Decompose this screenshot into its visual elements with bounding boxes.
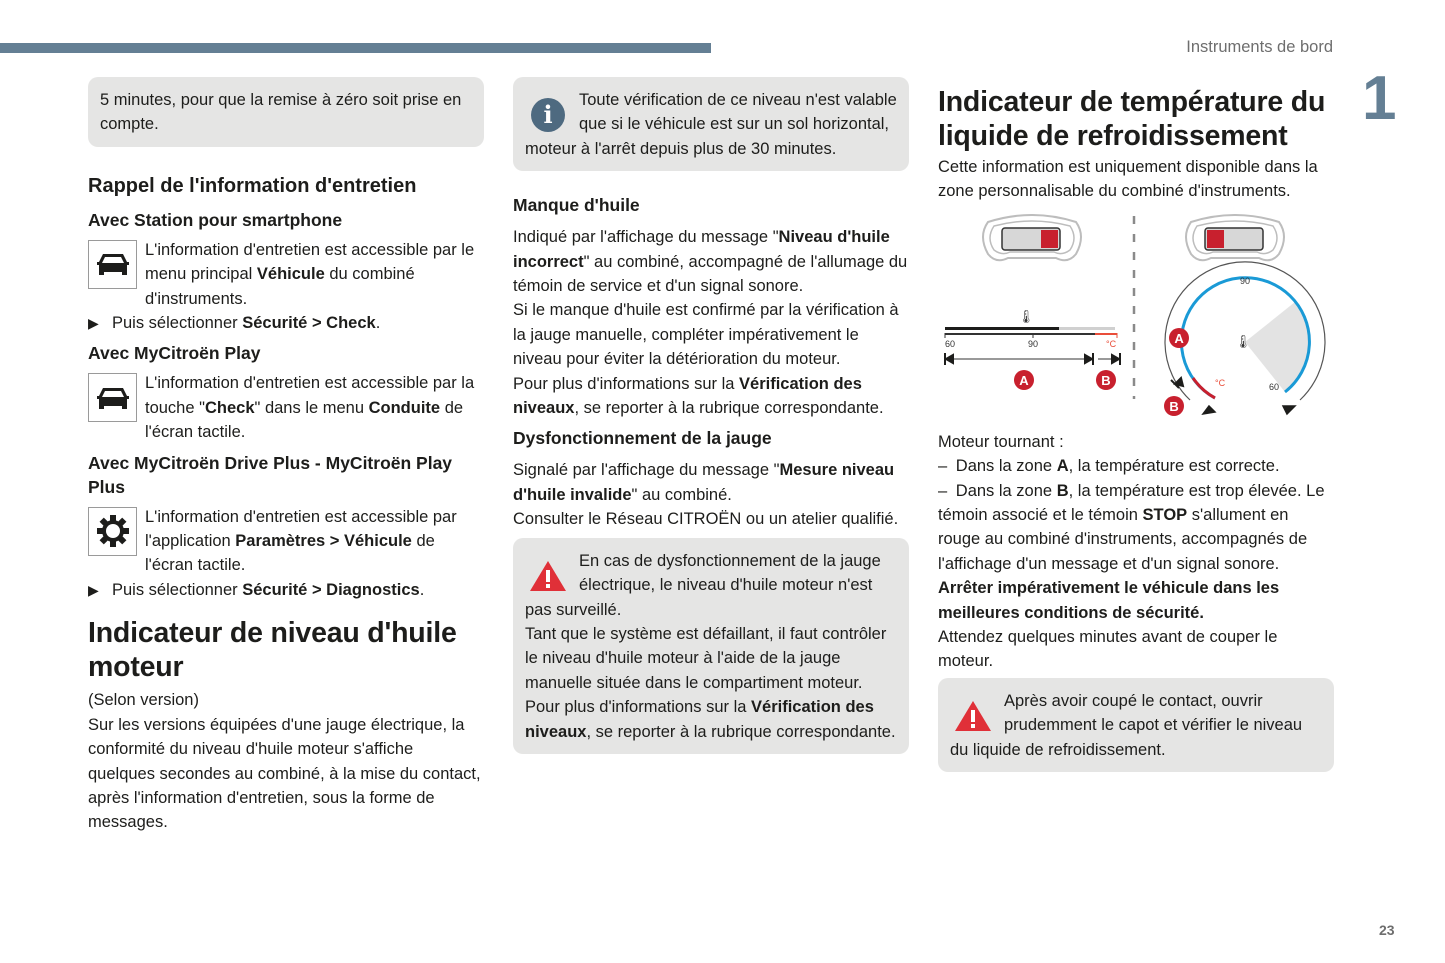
warning-box-coolant: Après avoir coupé le contact, ouvrir prudemment le capot et vérifier le niveau du liquide de refroidissement. (938, 678, 1334, 772)
tick-60: 60 (945, 338, 956, 349)
column-1 (88, 77, 484, 835)
coolant-intro: Cette information est uniquement disponible dans la zone personnalisable du combiné d'instruments. (938, 158, 1318, 201)
arrow-bullet-icon: ▶ (88, 581, 99, 598)
note-text: 5 minutes, pour que la remise à zéro soit prise en compte. (100, 91, 462, 134)
zone-b-item: – Dans la zone B, la température est trop élevée. Le témoin associé et le témoin STOP s'allument en rouge au combiné d'instruments, accompagnés de l'affichage d'un message et d'un signal sonore. (938, 481, 1325, 573)
page-number: 23 (1379, 922, 1395, 938)
tick-90: 90 (1028, 338, 1039, 349)
car-icon (88, 373, 137, 422)
section-title-oil-level: Indicateur de niveau d'huile moteur (88, 617, 457, 684)
subsection-drive-plus: Avec MyCitroën Drive Plus - MyCitroën Play Plus (88, 452, 453, 497)
section-title-coolant: Indicateur de température du liquide de refroidissement (938, 86, 1326, 152)
tick-celsius: °C (1215, 377, 1226, 388)
coolant-gauge-diagram (938, 214, 1334, 434)
oil-shortage-p3: Pour plus d'informations sur la Vérification des niveaux, se reporter à la rubrique correspondante. (513, 374, 884, 418)
instrument-cluster-icon (983, 215, 1081, 260)
station-info: L'information d'entretien est accessible par le menu principal Véhicule du combiné d'instruments. (88, 238, 484, 311)
subsection-play: Avec MyCitroën Play (88, 343, 261, 364)
warning-box-gauge: En cas de dysfonctionnement de la jauge électrique, le niveau d'huile moteur n'est pas surveillé. Tant que le système est défaillant, il faut contrôler le niveau d'huile moteur à l'aide de la jauge manuelle située dans le compartiment moteur. Pour plus d'informations sur la Vérification des niveaux, se reporter à la rubrique correspondante. (513, 538, 909, 754)
info-icon: i (531, 98, 565, 132)
car-icon (88, 240, 137, 289)
engine-running-label: Moteur tournant : (938, 432, 1064, 451)
zone-a-item: – Dans la zone A, la température est correcte. (938, 457, 1280, 476)
drive-plus-step: ▶ Puis sélectionner Sécurité > Diagnostics. (88, 578, 484, 602)
svg-text:A: A (1019, 372, 1029, 388)
tick-90: 90 (1239, 275, 1251, 286)
oil-shortage-p2: Si le manque d'huile est confirmé par la vérification à la jauge manuelle, compléter impérativement le niveau pour éviter la détérioration du moteur. (513, 301, 899, 369)
subsection-gauge-malfunction: Dysfonctionnement de la jauge (513, 428, 772, 449)
column-2 (513, 77, 909, 754)
oil-version: (Selon version) (88, 691, 199, 710)
info-box: i Toute vérification de ce niveau n'est valable que si le véhicule est sur un sol horizontal, moteur à l'arrêt depuis plus de 30 minutes. (513, 77, 909, 171)
oil-description: Sur les versions équipées d'une jauge électrique, la conformité du niveau d'huile moteur s'affiche quelques secondes au combiné, à la mise du contact, après l'information d'entretien, sous la forme de messages. (88, 715, 481, 832)
warning-icon (529, 559, 567, 593)
stop-vehicle-instruction: Arrêter impérativement le véhicule dans les meilleures conditions de sécurité. (938, 579, 1280, 622)
arrow-bullet-icon: ▶ (88, 315, 99, 332)
svg-text:🌡: 🌡 (1234, 333, 1252, 349)
header-accent-bar (0, 43, 711, 53)
round-temperature-gauge (1164, 262, 1325, 416)
gauge-malfunction-p1: Signalé par l'affichage du message "Mesure niveau d'huile invalide" au combiné. (513, 461, 895, 504)
subsection-oil-shortage: Manque d'huile (513, 195, 640, 216)
linear-temperature-gauge (945, 309, 1120, 390)
svg-text:B: B (1101, 372, 1111, 388)
gauge-malfunction-p2: Consulter le Réseau CITROËN ou un atelier qualifié. (513, 510, 899, 529)
play-info: L'information d'entretien est accessible par la touche "Check" dans le menu Conduite de l'écran tactile. (88, 371, 484, 444)
drive-plus-info: L'information d'entretien est accessible par l'application Paramètres > Véhicule de l'écran tactile. (88, 505, 484, 578)
gear-icon (88, 507, 137, 556)
oil-shortage-p1: Indiqué par l'affichage du message "Niveau d'huile incorrect" au combiné, accompagné de l'allumage du témoin de service et d'un signal sonore. (513, 228, 908, 296)
warning-icon (954, 699, 992, 733)
column-3 (938, 85, 1334, 772)
tick-60: 60 (1269, 381, 1280, 392)
subsection-station: Avec Station pour smartphone (88, 209, 343, 230)
svg-text:🌡: 🌡 (1017, 308, 1035, 324)
instrument-cluster-icon (1186, 215, 1284, 260)
tick-celsius: °C (1106, 338, 1117, 349)
svg-text:A: A (1174, 330, 1184, 346)
wait-instruction: Attendez quelques minutes avant de couper le moteur. (938, 628, 1278, 671)
svg-text:B: B (1169, 398, 1179, 414)
section-title-maintenance: Rappel de l'information d'entretien (88, 174, 417, 197)
chapter-number: 1 (1362, 64, 1397, 133)
running-header: Instruments de bord (1186, 38, 1333, 56)
station-step: ▶ Puis sélectionner Sécurité > Check. (88, 311, 484, 335)
continued-note-box (88, 77, 484, 147)
